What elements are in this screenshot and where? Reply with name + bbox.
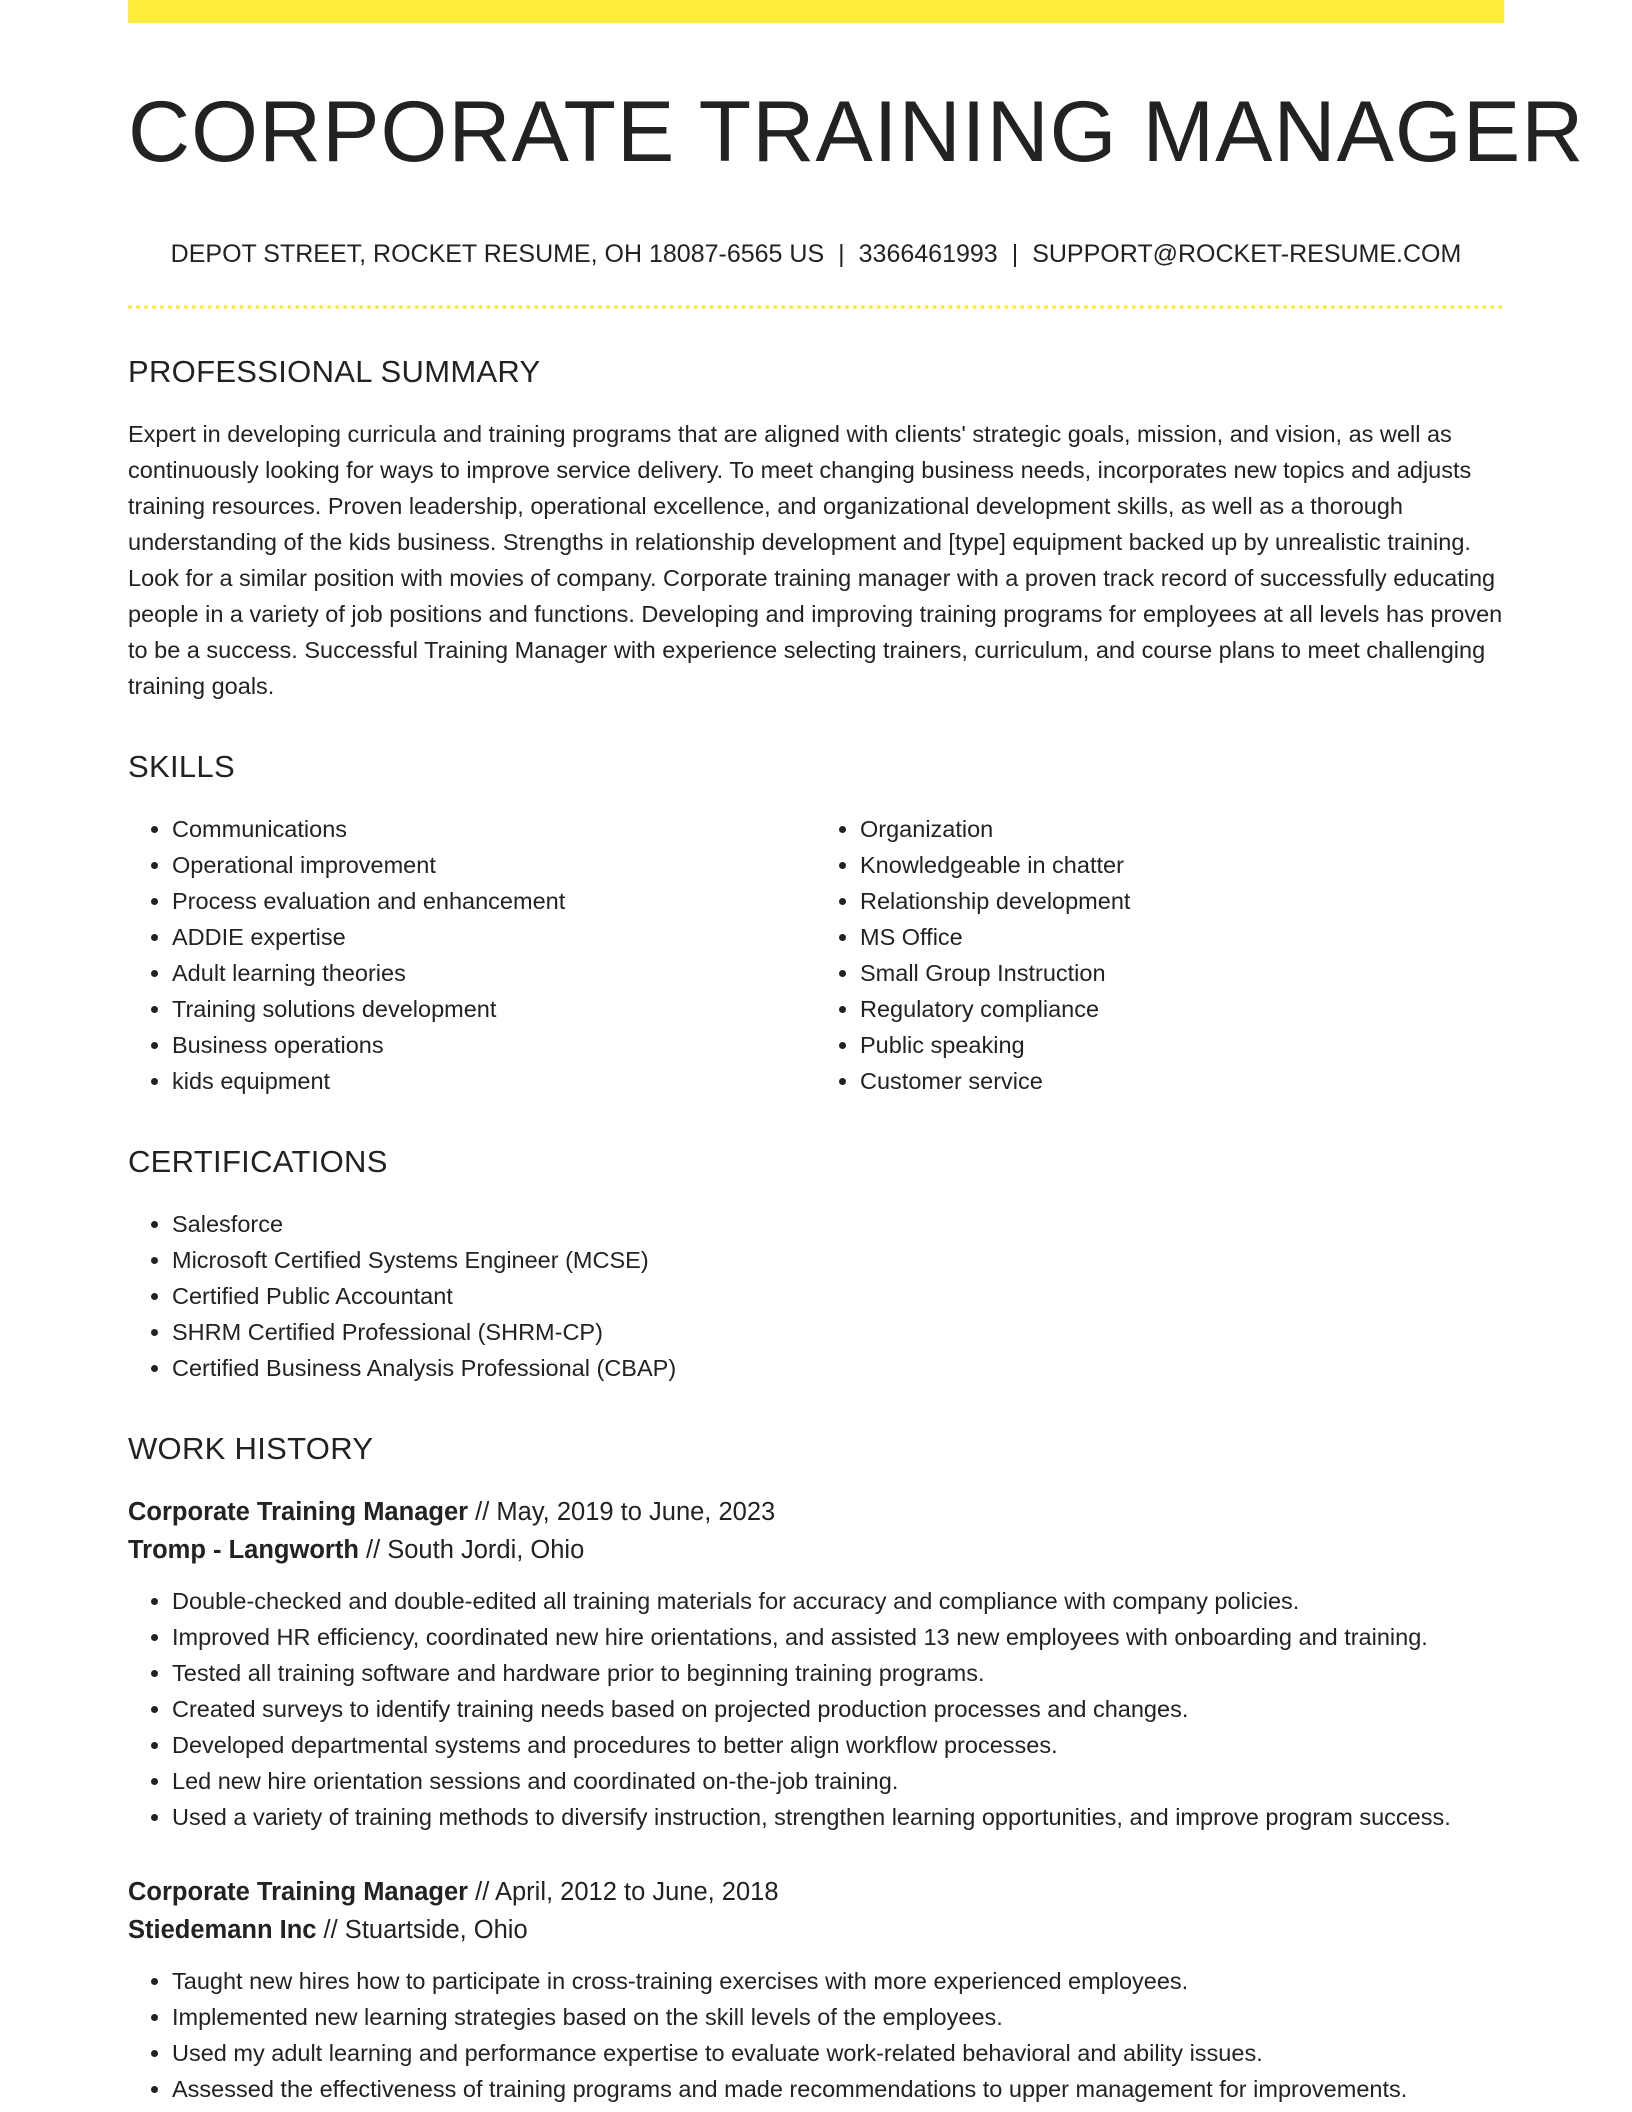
job-company-line: [128, 1531, 1504, 1569]
job-dates: // April, 2012 to June, 2018: [468, 1878, 779, 1907]
job-location: // South Jordi, Ohio: [358, 1536, 585, 1565]
skill-item: • Adult learning theories: [172, 955, 816, 991]
skill-item: • MS Office: [860, 919, 1504, 955]
job-bullet: • Double-checked and double-edited all training materials for accuracy and compliance with company policies.: [172, 1583, 1504, 1619]
certification-item: • SHRM Certified Professional (SHRM-CP): [172, 1314, 1504, 1350]
job-bullets: [128, 1963, 1504, 2107]
skill-item: • Regulatory compliance: [860, 991, 1504, 1027]
skill-item: • Operational improvement: [172, 847, 816, 883]
job-header: [128, 1493, 1504, 1569]
section-heading-certifications: CERTIFICATIONS: [128, 1143, 388, 1179]
skill-item: • Public speaking: [860, 1027, 1504, 1063]
summary-text: Expert in developing curricula and training programs that are aligned with clients' strategic goals, mission, and vision, as well as continuously looking for ways to improve service delivery. To meet changing business needs, incorporates new topics and adjusts training resources. Proven leadership, operational excellence, and organizational development skills, as well as a thorough understanding of the kids business. Strengths in relationship development and [type] equipment backed up by unrealistic training. Look for a similar position with movies of company. Corporate training manager with a proven track record of successfully educating people in a variety of job positions and functions. Developing and improving training programs for employees at all levels has proven to be a success. Successful Training Manager with experience selecting trainers, curriculum, and course plans to meet challenging training goals.: [128, 420, 1503, 699]
email-text: SUPPORT@ROCKET-RESUME.COM: [1032, 239, 1462, 268]
section-heading-summary: PROFESSIONAL SUMMARY: [128, 353, 541, 389]
contact-line: [128, 240, 1504, 269]
skills-list-right: [816, 811, 1504, 1099]
phone-text: 3366461993: [858, 239, 998, 268]
skill-item: • Knowledgeable in chatter: [860, 847, 1504, 883]
job-bullet: • Created surveys to identify training needs based on projected production processes and changes.: [172, 1691, 1504, 1727]
skills-list-left: [128, 811, 816, 1099]
job-bullet: • Used a variety of training methods to diversify instruction, strengthen learning opportunities, and improve program success.: [172, 1799, 1504, 1835]
accent-top-bar: [128, 0, 1504, 23]
job-dates: // May, 2019 to June, 2023: [468, 1498, 776, 1527]
contact-separator: |: [1011, 239, 1019, 268]
skill-item: • kids equipment: [172, 1063, 816, 1099]
dotted-divider: [128, 305, 1504, 309]
section-heading-skills: SKILLS: [128, 748, 235, 784]
skill-item: • Communications: [172, 811, 816, 847]
job-title-line: [128, 1493, 1504, 1531]
job-company-line: [128, 1911, 1504, 1949]
job-title-line: [128, 1873, 1504, 1911]
skill-item: • Relationship development: [860, 883, 1504, 919]
job-header: [128, 1873, 1504, 1949]
job-bullet: • Implemented new learning strategies based on the skill levels of the employees.: [172, 1999, 1504, 2035]
skill-item: • Business operations: [172, 1027, 816, 1063]
job-company: Stiedemann Inc: [128, 1916, 317, 1945]
certification-item: • Certified Business Analysis Professional (CBAP): [172, 1350, 1504, 1386]
resume-page: [128, 0, 1585, 2107]
job-company: Tromp - Langworth: [128, 1536, 359, 1565]
skill-item: • ADDIE expertise: [172, 919, 816, 955]
skill-item: • Small Group Instruction: [860, 955, 1504, 991]
job-bullet: • Used my adult learning and performance expertise to evaluate work-related behavioral and ability issues.: [172, 2035, 1504, 2071]
job-bullet: • Taught new hires how to participate in cross-training exercises with more experienced employees.: [172, 1963, 1504, 1999]
skill-item: • Organization: [860, 811, 1504, 847]
skill-item: • Process evaluation and enhancement: [172, 883, 816, 919]
job-bullet: • Led new hire orientation sessions and coordinated on-the-job training.: [172, 1763, 1504, 1799]
section-heading-work-history: WORK HISTORY: [128, 1431, 374, 1467]
resume-title: CORPORATE TRAINING MANAGER: [128, 84, 1585, 180]
job-title: Corporate Training Manager: [128, 1878, 469, 1907]
job-bullets: [128, 1583, 1504, 1835]
job-bullet: • Tested all training software and hardware prior to beginning training programs.: [172, 1655, 1504, 1691]
job-bullet: • Improved HR efficiency, coordinated new hire orientations, and assisted 13 new employees with onboarding and training.: [172, 1619, 1504, 1655]
certification-item: • Microsoft Certified Systems Engineer (MCSE): [172, 1242, 1504, 1278]
skill-item: • Training solutions development: [172, 991, 816, 1027]
skill-item: • Customer service: [860, 1063, 1504, 1099]
job-bullet: • Assessed the effectiveness of training programs and made recommendations to upper management for improvements.: [172, 2071, 1504, 2107]
job-bullet: • Developed departmental systems and procedures to better align workflow processes.: [172, 1727, 1504, 1763]
address-text: DEPOT STREET, ROCKET RESUME, OH 18087-6565 US: [170, 239, 825, 268]
contact-separator: |: [838, 239, 845, 268]
certification-item: • Salesforce: [172, 1206, 1504, 1242]
certification-item: • Certified Public Accountant: [172, 1278, 1504, 1314]
job-location: // Stuartside, Ohio: [316, 1916, 528, 1945]
skills-columns: [128, 811, 1504, 1099]
job-title: Corporate Training Manager: [128, 1498, 469, 1527]
certifications-list: [128, 1206, 1504, 1386]
